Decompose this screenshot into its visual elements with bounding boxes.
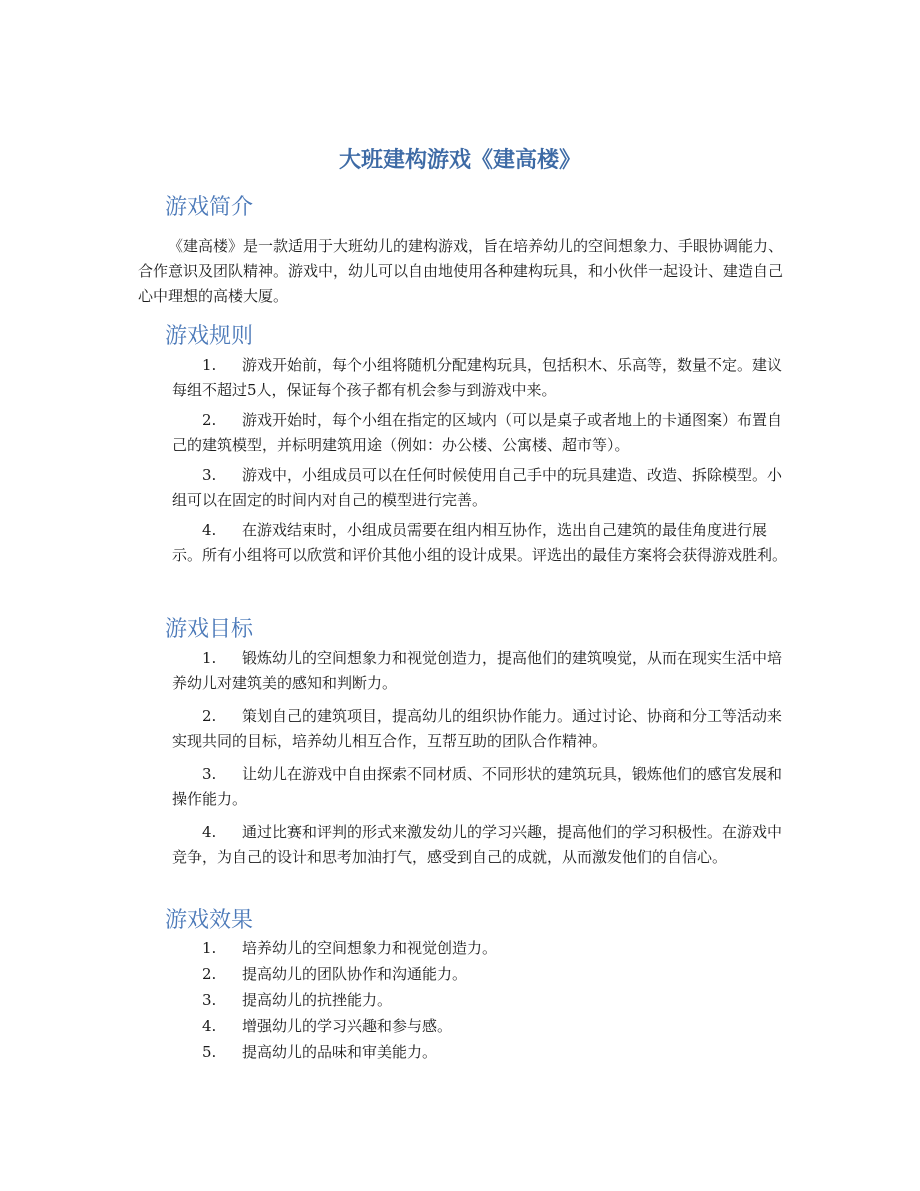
intro-paragraph: 《建高楼》是一款适用于大班幼儿的建构游戏，旨在培养幼儿的空间想象力、手眼协调能力、合作意识及团队精神。游戏中，幼儿可以自由地使用各种建构玩具，和小伙伴一起设计、建造自己心中理想的高楼大厦。 bbox=[138, 237, 784, 305]
list-item bbox=[172, 936, 788, 961]
section-heading-effects: 游戏效果 bbox=[165, 908, 254, 933]
list-item-number: 1. bbox=[202, 649, 217, 667]
list-item-text: 游戏开始前，每个小组将随机分配建构玩具，包括积木、乐高等，数量不定。建议每组不超过5人，保证每个孩子都有机会参与到游戏中来。 bbox=[172, 356, 783, 399]
list-item-number: 2. bbox=[202, 965, 217, 983]
list-item-number: 5. bbox=[202, 1043, 217, 1061]
list-item-text: 让幼儿在游戏中自由探索不同材质、不同形状的建筑玩具，锻炼他们的感官发展和操作能力。 bbox=[172, 765, 783, 808]
list-item bbox=[172, 762, 788, 812]
effects-list bbox=[0, 936, 788, 1066]
list-item-text: 游戏开始时，每个小组在指定的区域内（可以是桌子或者地上的卡通图案）布置自己的建筑模型，并标明建筑用途（例如：办公楼、公寓楼、超市等）。 bbox=[172, 411, 783, 454]
list-item bbox=[172, 518, 788, 568]
list-item bbox=[172, 353, 788, 403]
list-item bbox=[172, 704, 788, 754]
goals-list bbox=[0, 646, 788, 878]
list-item bbox=[172, 962, 788, 987]
section-heading-intro: 游戏简介 bbox=[165, 195, 254, 220]
list-item bbox=[172, 988, 788, 1013]
list-item-number: 4. bbox=[202, 1017, 217, 1035]
list-item-number: 1. bbox=[202, 356, 217, 374]
list-item bbox=[172, 820, 788, 870]
list-item-text: 提高幼儿的团队协作和沟通能力。 bbox=[242, 965, 468, 983]
list-item bbox=[172, 1040, 788, 1065]
list-item-text: 通过比赛和评判的形式来激发幼儿的学习兴趣，提高他们的学习积极性。在游戏中竞争，为自己的设计和思考加油打气，感受到自己的成就，从而激发他们的自信心。 bbox=[172, 823, 783, 866]
list-item-text: 游戏中，小组成员可以在任何时候使用自己手中的玩具建造、改造、拆除模型。小组可以在固定的时间内对自己的模型进行完善。 bbox=[172, 466, 783, 509]
list-item bbox=[172, 1014, 788, 1039]
list-item bbox=[172, 408, 788, 458]
list-item-text: 策划自己的建筑项目，提高幼儿的组织协作能力。通过讨论、协商和分工等活动来实现共同的目标，培养幼儿相互合作，互帮互助的团队合作精神。 bbox=[172, 707, 783, 750]
list-item-number: 2. bbox=[202, 707, 217, 725]
section-heading-goals: 游戏目标 bbox=[165, 617, 254, 642]
list-item-text: 提高幼儿的抗挫能力。 bbox=[242, 991, 393, 1009]
list-item bbox=[172, 646, 788, 696]
list-item-number: 3. bbox=[202, 765, 217, 783]
list-item-number: 3. bbox=[202, 466, 217, 484]
section-heading-rules: 游戏规则 bbox=[165, 324, 254, 349]
list-item bbox=[172, 463, 788, 513]
list-item-number: 4. bbox=[202, 521, 217, 539]
list-item-text: 增强幼儿的学习兴趣和参与感。 bbox=[242, 1017, 453, 1035]
list-item-text: 提高幼儿的品味和审美能力。 bbox=[242, 1043, 438, 1061]
list-item-number: 1. bbox=[202, 939, 217, 957]
list-item-text: 培养幼儿的空间想象力和视觉创造力。 bbox=[242, 939, 498, 957]
rules-list bbox=[0, 353, 788, 573]
list-item-number: 2. bbox=[202, 411, 217, 429]
list-item-number: 4. bbox=[202, 823, 217, 841]
list-item-number: 3. bbox=[202, 991, 217, 1009]
list-item-text: 锻炼幼儿的空间想象力和视觉创造力，提高他们的建筑嗅觉，从而在现实生活中培养幼儿对建筑美的感知和判断力。 bbox=[172, 649, 783, 692]
page-title: 大班建构游戏《建高楼》 bbox=[338, 148, 581, 173]
list-item-text: 在游戏结束时，小组成员需要在组内相互协作，选出自己建筑的最佳角度进行展示。所有小组将可以欣赏和评价其他小组的设计成果。评选出的最佳方案将会获得游戏胜利。 bbox=[172, 521, 788, 564]
